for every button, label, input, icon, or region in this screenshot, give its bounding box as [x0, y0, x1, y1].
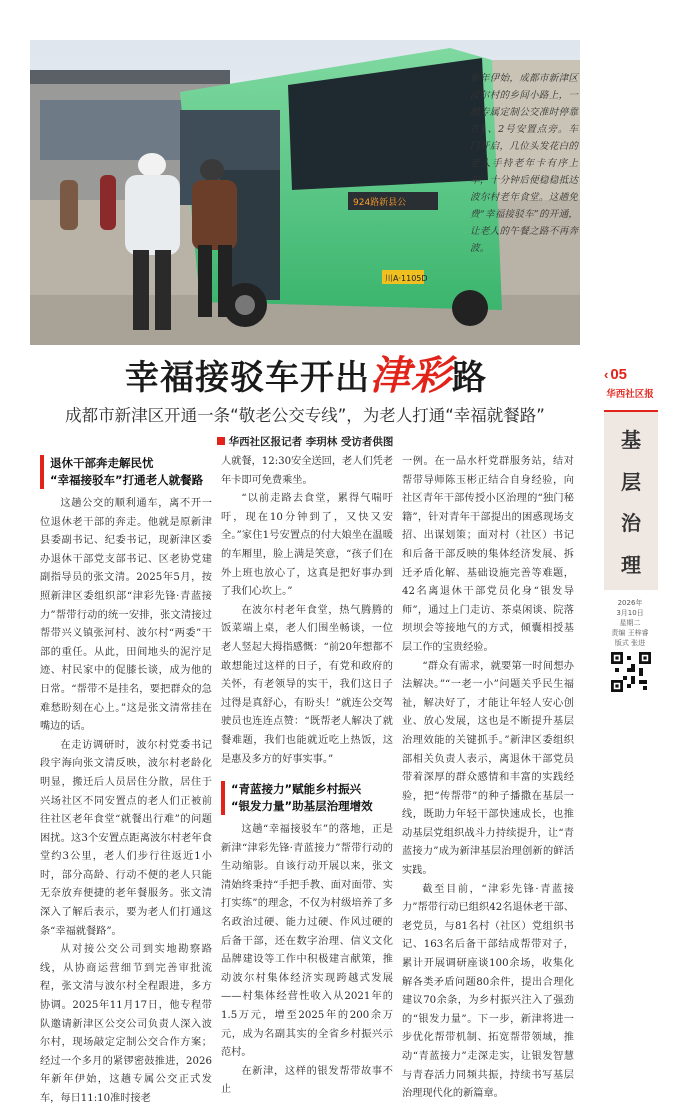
headline — [36, 350, 576, 404]
paper-name: 华西社区报 — [606, 389, 654, 400]
article-column-1 — [40, 453, 212, 1109]
section-label-char: 基 — [621, 428, 641, 453]
svg-text:川A·1105D: 川A·1105D — [385, 274, 428, 283]
meta-editor: 责编 王梓睿 — [611, 629, 649, 637]
section-label-char: 层 — [621, 469, 641, 494]
section-heading-1 — [40, 455, 212, 489]
paragraph: “群众有需求，就要第一时间想办法解决。”“一老一小”问题关乎民生福祉，解决好了，才能让年轻人安心创业、放心发展，这也是不断提升基层治理效能的关键抓手。”新津区委组织部相关负责人表示，离退休干部党员带着深厚的群众感情和丰富的实践经验，把“传帮带”的种子播撒在基层一线，既助力年轻干部快速成长，也推动基层党组织战斗力持续提升，让“青蓝接力”成为新津基层治理创新的鲜活实践。 — [402, 660, 574, 877]
paragraph: 这趟“幸福接驳车”的落地，正是新津“津彩先锋·青蓝接力”帮带行动的生动缩影。自该行动开展以来，张文清始终秉持“手把手教、面对面带、实打实练”的理念，不仅为村级培养了多名政治过硬、能力过硬、作风过硬的后备干部，还在数字治理、信义文化品牌建设等工作中积极建言献策，推动波尔村集体经济实现跨越式发展——村集体经营性收入从2021年的1.5万元，增至2025年的200余万元，成为名副其实的全省乡村振兴示范村。 — [221, 824, 393, 1059]
svg-text:924路新县公: 924路新县公 — [353, 198, 407, 208]
byline-text: 华西社区报记者 李玥林 受访者供图 — [228, 436, 394, 448]
page-number-text: 05 — [610, 366, 628, 383]
page-number — [604, 366, 627, 383]
paragraph: 一例。在一品水杆党群服务站，结对帮带导师陈玉彬正结合自身经验，向社区青年干部传授小区治理的“独门秘籍”，针对青年干部提出的困惑现场支招、出谋划策；面对村（社区）书记和后备干部反映的集体经济发展、拆迁矛盾化解、基础设施完善等难题，42名离退休干部党员化身“银发导师”，通过上门走访、茶桌闲谈、院落坝坝会等接地气的方式，倾囊相授基层工作的宝贵经验。 — [402, 456, 574, 653]
paragraph: 从对接公交公司到实地勘察路线，从协商运营细节到完善审批流程，张文清与波尔村全程跟进，多方协调。2025年11月17日，他专程带队邀请新津区公交公司负责人深入波尔村，现场敲定定制公交合作方案；经过一个多月的紧锣密鼓推进，2026年新年伊始，这趟专属公交正式发车，每日11:10准时接老 — [40, 944, 212, 1104]
section-label-char: 治 — [621, 511, 641, 536]
paragraph: 截至目前，“津彩先锋·青蓝接力”帮带行动已组织42名退休老干部、老党员，与81名村（社区）党组织书记、163名后备干部结成帮带对子，累计开展调研座谈100余场，收集化解各类矛盾问题80余件，提出合理化建议70余条，为乡村振兴注入了强劲的“银发力量”。下一步，新津将进一步优化帮带机制、拓宽帮带领域，推动“青蓝接力”走深走实，让银发智慧与青春活力同频共振，持续书写基层治理现代化的新篇章。 — [402, 883, 574, 1100]
meta-layout: 版式 张进 — [614, 639, 646, 647]
subheadline: 成都市新津区开通一条“敬老公交专线”，为老人打通“幸福就餐路” — [65, 406, 545, 425]
issue-meta — [598, 598, 662, 648]
paragraph: 在新津，这样的银发帮带故事不止 — [221, 1065, 393, 1096]
paragraph: 在波尔村老年食堂，热气腾腾的饭菜端上桌，老人们围坐畅谈，一位老人竖起大拇指感慨：“前20年想都不敢想能过这样的日子，有党和政府的关怀，有老领导的实干，我们这日子过得是真舒心，有盼头！”就连公交驾驶员也连连点赞：“既帮老人解决了就餐难题，我们也能就近吃上热饭，这是惠及多方的好事实事。” — [221, 604, 393, 765]
photo-caption: 新年伊始，成都市新津区波尔村的乡间小路上，一趟专属定制公交准时停靠在1、2号安置点旁。车门开启，几位头发花白的老人手持老年卡有序上车，十分钟后便稳稳抵达波尔村老年食堂。这趟免费“幸福接驳车”的开通，让老人的午餐之路不再奔波。 — [470, 73, 578, 254]
article-column-2 — [221, 453, 393, 1100]
square-icon — [217, 437, 225, 445]
section-label-char: 理 — [621, 552, 641, 577]
section-heading-2 — [221, 781, 393, 815]
meta-year: 2026年 — [617, 599, 643, 607]
section-heading-1-line2: “幸福接驳车”打通老人就餐路 — [50, 473, 204, 487]
chevron-left-icon: ‹ — [604, 367, 609, 382]
article-column-3 — [402, 453, 574, 1104]
headline-part1: 幸福接驳车开出 — [125, 358, 370, 398]
paragraph: 这趟公交的顺利通车，离不开一位退休老干部的奔走。他就是原新津县委副书记、纪委书记，现新津区委办退休干部党支部书记、区老协党建副指导员的张文清。2025年5月，按照新津区委组织部“津彩先锋·青蓝接力”帮带行动的统一安排，张文清接过帮带兴义镇张河村、波尔村“两委”干部的重任。从此，田间地头的泥泞足迹、村民家中的促膝长谈，成为他的日常。“帮带不是挂名，要把群众的急难愁盼刻在心上。”这是张文清常挂在嘴边的话。 — [40, 498, 212, 733]
section-heading-2-line2: “银发力量”助基层治理增效 — [231, 799, 373, 814]
meta-weekday: 星期二 — [619, 619, 641, 627]
section-heading-2-line1: “青蓝接力”赋能乡村振兴 — [231, 782, 362, 797]
headline-part2: 路 — [452, 358, 487, 398]
section-heading-1-line1: 退休干部奔走解民忧 — [50, 456, 154, 470]
qr-code-icon[interactable] — [611, 652, 651, 692]
paragraph: 在走访调研时，波尔村党委书记段宇海向张文清反映，波尔村老龄化明显，搬迁后人员居住分散，居住于兴场社区不同安置点的老人们正被前往社区老年食堂“就餐出行难”的问题困扰。这3个安置点距离波尔村老年食堂约3公里，老人们步行往返近1小时，部分高龄、行动不便的老人只能无奈放弃便捷的老年餐服务。张文清深入了解后表示，要为老人们打通这条“幸福就餐路”。 — [40, 739, 212, 937]
headline-highlight: 津彩 — [370, 352, 452, 399]
paragraph: 人就餐，12:30安全送回，老人们凭老年卡即可免费乘坐。 — [221, 456, 393, 486]
paragraph: “以前走路去食堂，累得气喘吁吁，现在10分钟到了，又快又安全。”家住1号安置点的付大娘坐在温暖的车厢里，脸上满是笑意，“孩子们在外上班也放心了，这真是把好事办到了我们心坎上。” — [221, 493, 393, 598]
byline — [30, 434, 580, 449]
meta-date: 3月10日 — [616, 609, 644, 617]
section-label-box — [604, 410, 658, 590]
